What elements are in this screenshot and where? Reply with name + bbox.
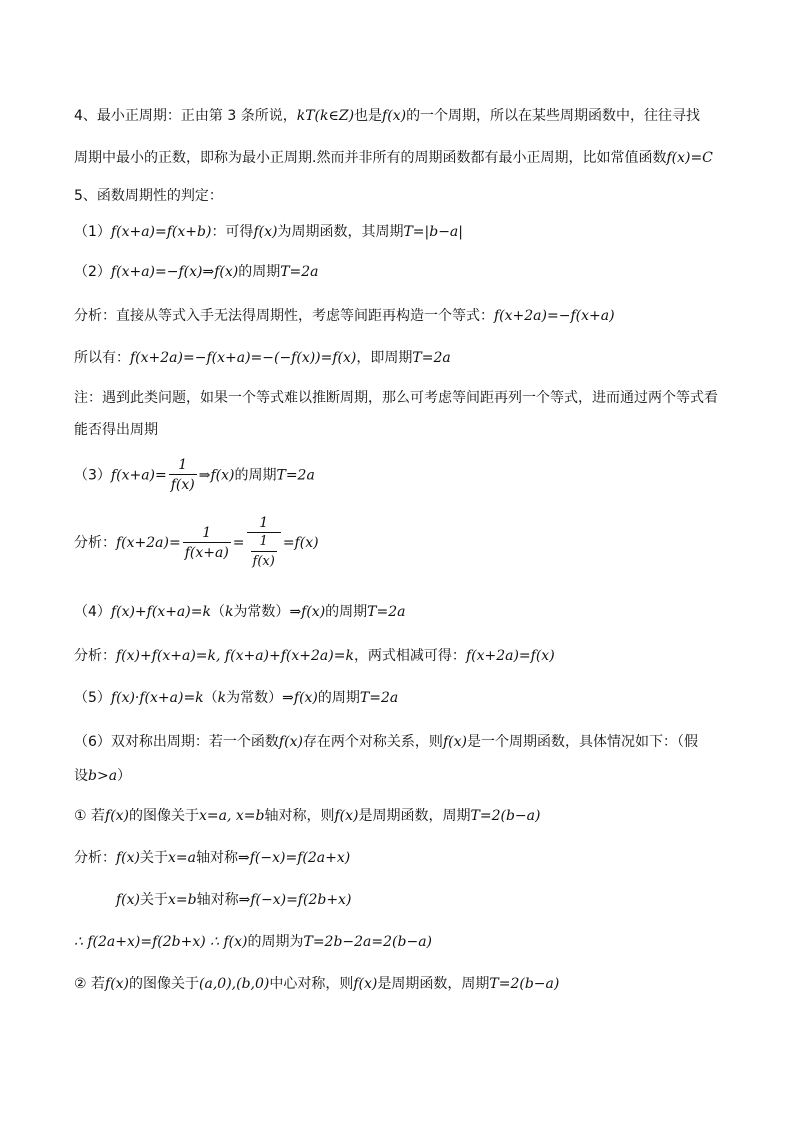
compound-fraction: [247, 514, 281, 572]
formula: f(x+a)=−f(x)⇒f(x): [110, 264, 239, 280]
formula: f(x): [353, 976, 378, 992]
item-6: [74, 732, 698, 752]
text: 也是: [354, 108, 383, 124]
conclusion-case-1: [74, 932, 432, 952]
item-5: [74, 688, 398, 708]
formula: (a,0),(b,0): [199, 976, 270, 992]
formula: f(x): [278, 734, 303, 750]
text: （1）: [74, 224, 111, 240]
numerator: 1: [169, 456, 197, 475]
formula: k: [224, 604, 234, 620]
formula: T=2a: [276, 467, 315, 484]
formula: f(x+2a)=−f(x+a)=−(−f(x))=f(x): [130, 350, 357, 366]
formula: f(x+2a)=−f(x+a): [494, 308, 615, 324]
case-2: [74, 974, 559, 994]
text: 分析：直接从等式入手无法得周期性，考虑等间距再构造一个等式：: [74, 308, 494, 324]
text: （3）: [74, 467, 111, 484]
text: 轴对称: [196, 892, 239, 908]
formula: ⇒f(−x)=f(2b+x): [238, 892, 352, 908]
text: 为周期函数，其周期: [277, 224, 404, 240]
text: 的一个周期，所以在某些周期函数中，往往寻找: [406, 108, 701, 124]
text: 的周期: [317, 690, 360, 706]
formula: T=2a: [280, 264, 319, 280]
formula: f(x): [116, 892, 141, 908]
formula: ⇒f(x): [282, 690, 318, 706]
fraction: [183, 524, 231, 563]
analysis-case-1-cont: [116, 890, 351, 910]
item-3: [74, 456, 315, 495]
fraction: [169, 456, 197, 495]
text: 的周期: [238, 264, 281, 280]
formula: T=|b−a|: [403, 224, 463, 240]
item-6-cont: [74, 766, 131, 786]
formula: ⇒f(x): [198, 467, 235, 484]
text: 5、函数周期性的判定：: [74, 188, 223, 204]
formula: ⇒f(−x)=f(2a+x): [238, 850, 351, 866]
formula: kT(k∈Z): [296, 108, 355, 124]
text-line-min-period-cont: [74, 148, 713, 168]
text: 中心对称，则: [269, 976, 354, 992]
formula: f(x+a)=: [110, 467, 167, 484]
text: （5）: [74, 690, 111, 706]
text: ，两式相减可得：: [353, 648, 466, 664]
text: 分析：: [74, 535, 116, 551]
text: 为常数）: [233, 604, 290, 620]
formula: =: [232, 535, 245, 551]
text: 能否得出周期: [74, 422, 158, 438]
formula: x=a: [168, 850, 196, 866]
text: ）: [117, 768, 132, 784]
text: （: [203, 690, 218, 706]
formula: f(x): [105, 808, 130, 824]
text: （2）: [74, 264, 111, 280]
text: 为常数）: [226, 690, 283, 706]
formula: T=2(b−a): [470, 808, 541, 824]
formula: T=2a: [367, 604, 406, 620]
inner-fraction: [251, 533, 277, 572]
denominator: f(x): [170, 477, 195, 493]
formula: ⇒f(x): [289, 604, 326, 620]
text: （6）双对称出周期：若一个函数: [74, 734, 279, 750]
conclusion-2: [74, 348, 451, 368]
text: （4）: [74, 604, 111, 620]
denominator: [247, 533, 281, 572]
text-line-min-period: [74, 106, 700, 126]
text: 分析：: [74, 850, 116, 866]
formula: f(x+2a)=f(x): [465, 648, 555, 664]
formula: f(x)·f(x+a)=k: [110, 690, 204, 706]
numerator: 1: [251, 533, 277, 552]
text: 轴对称，则: [264, 808, 335, 824]
text: ：可得: [211, 224, 254, 240]
analysis-4: [74, 646, 555, 666]
formula: T=2a: [412, 350, 451, 366]
analysis-2: [74, 306, 615, 326]
formula: f(x): [382, 108, 407, 124]
formula: =f(x): [282, 535, 319, 551]
text: 4、最小正周期：正由第 3 条所说，: [74, 108, 297, 124]
text: 周期中最小的正数，即称为最小正周期.然而并非所有的周期函数都有最小正周期，比如常值函数: [74, 150, 667, 166]
text: ，即周期: [356, 350, 413, 366]
text: 是周期函数，周期: [377, 976, 490, 992]
denominator: f(x+a): [184, 544, 229, 561]
formula: f(x+a)=f(x+b): [110, 224, 212, 240]
item-1: [74, 222, 463, 242]
text: 所以有：: [74, 350, 130, 366]
formula: T=2a: [359, 690, 399, 706]
text: ② 若: [74, 976, 106, 992]
formula: k: [217, 690, 227, 706]
section-heading-periodicity: [74, 186, 223, 206]
numerator: 1: [183, 524, 231, 543]
analysis-3: [74, 514, 319, 572]
note-line-cont: [74, 420, 158, 440]
text: 轴对称: [196, 850, 238, 866]
item-4: [74, 602, 406, 622]
formula: b>a: [88, 768, 118, 784]
text: 是一个周期函数，具体情况如下：（假: [466, 734, 698, 750]
formula: f(x): [253, 224, 278, 240]
case-1: [74, 806, 540, 826]
formula: x=a, x=b: [199, 808, 265, 824]
text: 注：遇到此类问题，如果一个等式难以推断周期，那么可考虑等间距再列一个等式，进而通过两个等式看: [74, 390, 718, 406]
text: 分析：: [74, 648, 116, 664]
text: 关于: [140, 850, 169, 866]
formula: T=2b−2a=2(b−a): [303, 934, 433, 950]
formula: ∴ f(2a+x)=f(2b+x) ∴ f(x): [74, 934, 248, 950]
formula: f(x): [334, 808, 359, 824]
text: （: [210, 604, 225, 620]
formula: T=2(b−a): [489, 976, 560, 992]
formula: f(x)+f(x+a)=k: [110, 604, 211, 620]
formula: f(x): [442, 734, 467, 750]
formula: f(x): [105, 976, 130, 992]
text: 是周期函数，周期: [358, 808, 471, 824]
text: 设: [74, 768, 88, 784]
formula: f(x): [116, 850, 141, 866]
item-2: [74, 262, 319, 282]
text: 的周期: [234, 467, 277, 484]
text: 关于: [140, 892, 169, 908]
text: 的图像关于: [129, 976, 200, 992]
text: 的图像关于: [129, 808, 200, 824]
denominator: f(x): [252, 554, 275, 569]
formula: f(x)+f(x+a)=k, f(x+a)+f(x+2a)=k: [116, 648, 354, 664]
note-line: [74, 388, 718, 408]
numerator: 1: [247, 514, 281, 533]
formula: f(x+2a)=: [116, 535, 181, 551]
text: 存在两个对称关系，则: [302, 734, 443, 750]
text: 的周期为: [247, 934, 304, 950]
text: ① 若: [74, 808, 106, 824]
analysis-case-1: [74, 848, 350, 868]
formula: f(x)=C: [666, 150, 713, 166]
formula: x=b: [168, 892, 197, 908]
text: 的周期: [325, 604, 368, 620]
